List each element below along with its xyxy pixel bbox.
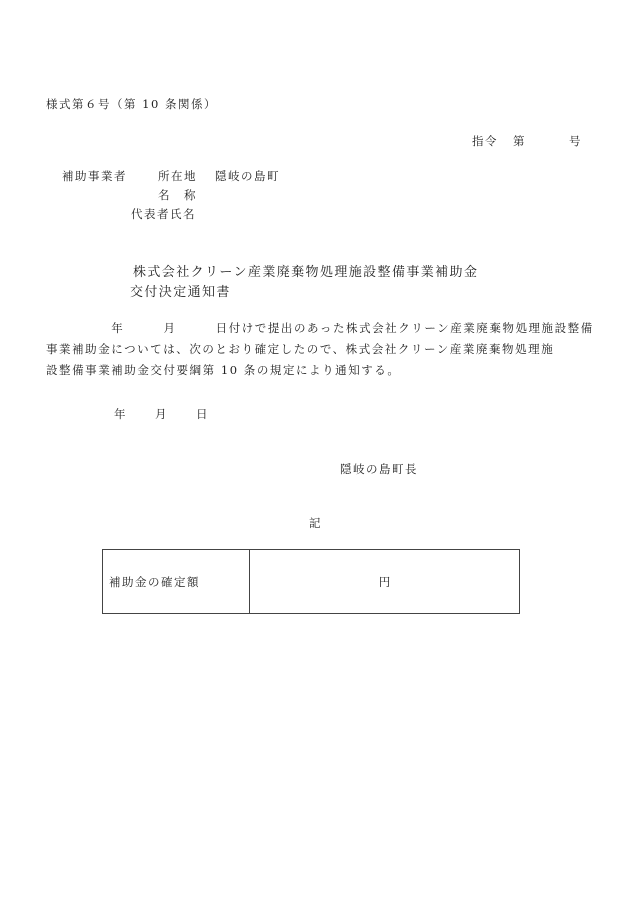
amount-table bbox=[102, 549, 520, 614]
table-row bbox=[103, 550, 520, 614]
body-line-1: 年 月 日付けで提出のあった株式会社クリーン産業廃棄物処理施設整備 bbox=[46, 321, 594, 335]
address-value: 隠岐の島町 bbox=[215, 169, 280, 183]
form-number: 様式第６号（第 10 条関係） bbox=[46, 97, 217, 111]
issuer-name: 隠岐の島町長 bbox=[340, 462, 418, 476]
reference-label-shirei: 指令 bbox=[472, 134, 498, 148]
reference-label-dai: 第 bbox=[513, 134, 525, 148]
date-year: 年 bbox=[114, 407, 126, 421]
reference-label-go: 号 bbox=[569, 134, 581, 148]
address-label: 所在地 bbox=[158, 169, 197, 183]
representative-label: 代表者氏名 bbox=[131, 207, 196, 221]
recipient-role: 補助事業者 bbox=[62, 169, 127, 183]
body-line-2: 事業補助金については、次のとおり確定したので、株式会社クリーン産業廃棄物処理施 bbox=[46, 342, 555, 356]
title-line-2: 交付決定通知書 bbox=[130, 285, 231, 300]
body-paragraph bbox=[46, 318, 616, 381]
title-line-1: 株式会社クリーン産業廃棄物処理施設整備事業補助金 bbox=[133, 265, 479, 280]
amount-value: 円 bbox=[250, 550, 520, 614]
ki-heading: 記 bbox=[309, 516, 321, 530]
name-label: 名 称 bbox=[158, 188, 197, 202]
amount-label: 補助金の確定額 bbox=[103, 550, 250, 614]
body-line-3: 設整備事業補助金交付要綱第 10 条の規定により通知する。 bbox=[46, 363, 401, 377]
date-month: 月 bbox=[155, 407, 167, 421]
date-day: 日 bbox=[196, 407, 208, 421]
